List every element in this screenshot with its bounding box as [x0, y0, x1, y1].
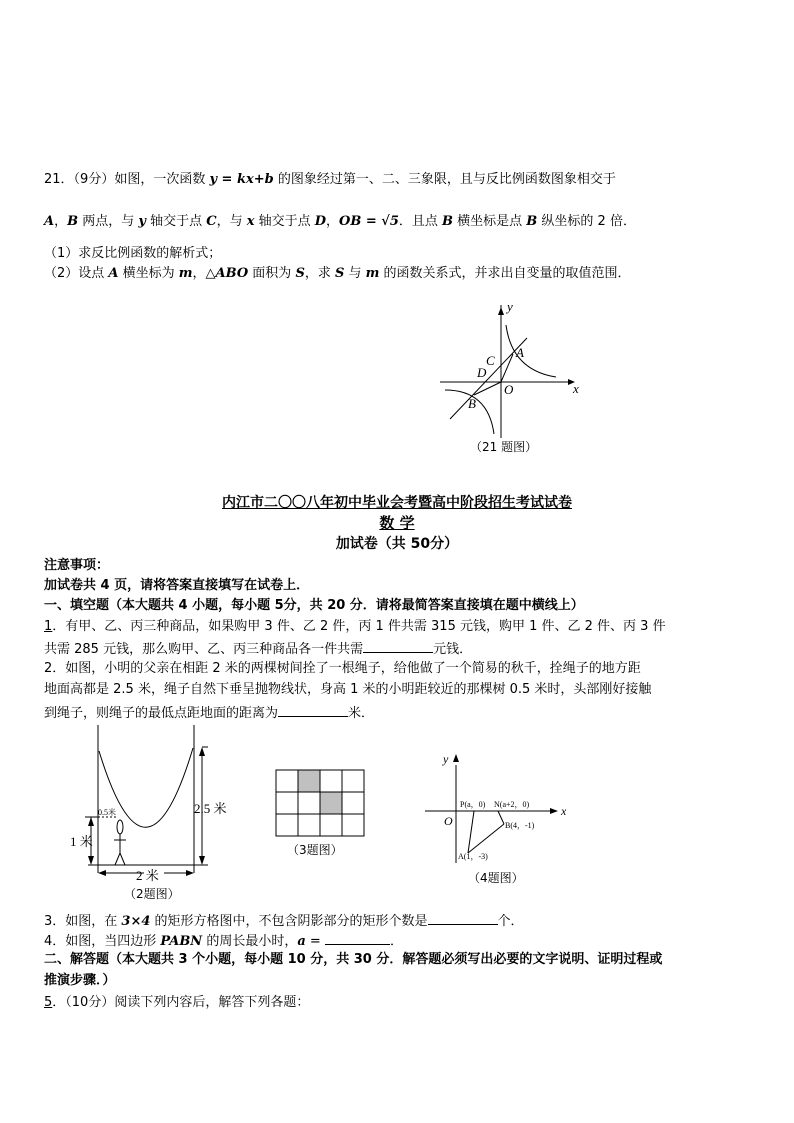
figure-21-caption: （21 题图） — [470, 440, 538, 454]
q21-text: 面积为 — [248, 266, 296, 281]
shaded-cell — [298, 770, 320, 792]
arrow-left-icon — [98, 870, 106, 876]
label-A: A — [516, 345, 524, 360]
section2-line2: 推演步骤．） — [44, 973, 116, 988]
figure-3-caption: （3题图） — [287, 843, 343, 857]
q21-text: ．且点 — [398, 214, 443, 229]
figure-2-caption: （2题图） — [124, 887, 180, 901]
q3-answer-blank[interactable] — [428, 910, 498, 925]
q1-text: 元钱． — [433, 642, 473, 657]
label-x: x — [573, 381, 579, 396]
math-x: x — [246, 214, 255, 229]
label-05m: 0.5米 — [98, 808, 116, 817]
q21-text: 的函数关系式，并求出自变量的取值范围． — [379, 266, 631, 281]
math-A: A — [44, 214, 55, 229]
q21-text: （2）设点 — [44, 266, 109, 281]
linear-function-eq: y = kx+b — [209, 172, 274, 187]
q21-text: 的图象经过第一、二、三象限，且与反比例函数图象相交于 — [273, 172, 616, 187]
label-25m: 2.5 米 — [194, 801, 227, 816]
q21-text: 横坐标是点 — [453, 214, 527, 229]
label-O: O — [444, 814, 453, 828]
math-OB-sqrt5: OB = √5 — [339, 214, 399, 229]
label-x: x — [561, 804, 567, 818]
exam-subject: 数 学 — [379, 514, 415, 532]
math-S: S — [295, 266, 305, 281]
label-B: B — [468, 396, 476, 411]
q5-line — [44, 994, 309, 1012]
math-y: y — [138, 214, 146, 229]
arrow-up-icon — [88, 817, 94, 826]
q2-line2: 地面高都是 2.5 米，绳子自然下垂呈抛物线状，身高 1 米的小明距较近的那棵树 0.5 米时，头部刚好接触 — [44, 682, 652, 697]
q21-text: 与 — [344, 266, 366, 281]
label-2m: 2 米 — [136, 868, 159, 883]
section2-line1: 二、解答题（本大题共 3 个小题，每小题 10 分，共 30 分．解答题必须写出必要的文字说明、证明过程或 — [44, 952, 663, 967]
q5-number: 5 — [44, 995, 53, 1010]
label-y: y — [443, 752, 449, 766]
math-PABN: PABN — [160, 934, 203, 949]
q4-answer-blank[interactable] — [325, 930, 390, 945]
exam-title: 内江市二〇〇八年初中毕业会考暨高中阶段招生考试试卷 — [222, 495, 572, 511]
math-B: B — [526, 214, 538, 229]
q1-text: 共需 285 元钱，那么购甲、乙、丙三种商品各一件共需 — [44, 642, 364, 657]
q21-text: 轴交于点 — [254, 214, 315, 229]
q1-line2 — [44, 638, 472, 659]
q21-text: ，△ — [192, 266, 216, 281]
q1-line1 — [44, 618, 666, 636]
q21-text: 纵坐标的 2 倍． — [537, 214, 636, 229]
q21-text: ，求 — [304, 266, 335, 281]
arrow-down-icon — [88, 856, 94, 865]
segment-AB — [468, 824, 504, 853]
q21-sub1: （1）求反比例函数的解析式； — [44, 246, 222, 261]
label-D: D — [477, 365, 487, 380]
math-3x4: 3×4 — [121, 914, 151, 929]
label-y: y — [507, 299, 513, 314]
q4-text: 的周长最小时， — [202, 934, 298, 949]
math-S: S — [334, 266, 345, 281]
q5-text: ．（10分）阅读下列内容后，解答下列各题： — [52, 995, 310, 1010]
q1-text: ．有甲、乙、丙三种商品，如果购甲 3 件、乙 2 件，丙 1 件共需 315 元钱，购甲 1 件、乙 2 件、丙 3 件 — [52, 619, 666, 634]
q1-number: 1 — [44, 619, 53, 634]
hyperbola-branch-q1 — [506, 325, 556, 377]
grid-lines — [276, 770, 364, 836]
segment-OB — [474, 382, 501, 395]
figure-3-grid — [265, 760, 375, 860]
q21-line1 — [44, 171, 616, 189]
segment-BN — [498, 811, 504, 824]
math-C: C — [206, 214, 217, 229]
q2-answer-blank[interactable] — [278, 702, 348, 717]
arrow-up-icon — [199, 747, 205, 756]
figure-21-hyperbola-graph — [430, 295, 590, 460]
math-B: B — [67, 214, 79, 229]
q3-text: 的矩形方格图中，不包含阴影部分的矩形个数是 — [150, 914, 428, 929]
q4-text: ． — [389, 934, 403, 949]
math-m: m — [365, 266, 380, 281]
arrow-right-icon — [186, 870, 194, 876]
q3-text: 个． — [497, 914, 524, 929]
label-N: N(a+2，0) — [494, 800, 530, 809]
figure-4-caption: （4题图） — [468, 871, 524, 885]
section1-heading: 一、填空题（本大题共 4 小题，每小题 5分，共 20 分．请将最简答案直接填在题中横线上） — [44, 598, 584, 613]
y-axis-arrow-icon — [453, 754, 459, 762]
q21-text: ， — [54, 214, 68, 229]
q2-text: 米． — [348, 706, 375, 721]
q21-text: 21．（9分）如图，一次函数 — [44, 172, 210, 187]
figure-4-coordinate-graph — [420, 745, 580, 890]
q21-text: ，与 — [216, 214, 247, 229]
label-P: P(a，0) — [460, 800, 486, 809]
math-D: D — [314, 214, 327, 229]
q3-line — [44, 910, 524, 931]
figure-2-swing-diagram — [60, 720, 250, 905]
label-A: A(1，-3) — [458, 852, 488, 861]
label-1m: 1 米 — [70, 834, 93, 849]
segment-OA — [501, 354, 513, 382]
person-head — [117, 820, 123, 834]
q21-line2 — [44, 213, 636, 231]
q1-answer-blank[interactable] — [363, 638, 433, 653]
q4-line — [44, 930, 403, 951]
x-axis-arrow-icon — [550, 808, 558, 814]
q2-line1: 2．如图，小明的父亲在相距 2 米的两棵树间拴了一根绳子，给他做了一个简易的秋千，拴绳子的地方距 — [44, 661, 641, 676]
segment-PA — [468, 811, 474, 853]
q4-text: 4．如图，当四边形 — [44, 934, 161, 949]
notes-heading: 注意事项： — [44, 558, 110, 573]
q21-text: 两点，与 — [78, 214, 139, 229]
math-ABO: ABO — [215, 266, 249, 281]
exam-paper: 加试卷（共 50分） — [335, 536, 459, 552]
math-A: A — [108, 266, 119, 281]
q21-sub2 — [44, 265, 631, 283]
q21-text: ， — [326, 214, 340, 229]
q4-text: = — [305, 934, 325, 949]
math-a: a — [297, 934, 306, 949]
q21-text: 轴交于点 — [145, 214, 207, 229]
label-B: B(4，-1) — [505, 821, 535, 830]
label-C: C — [486, 353, 495, 368]
q3-text: 3．如图，在 — [44, 914, 122, 929]
q21-text: 横坐标为 — [118, 266, 179, 281]
arrow-down-icon — [199, 856, 205, 865]
person-leg-left — [115, 853, 120, 865]
shaded-cell — [320, 792, 342, 814]
q2-text: 到绳子，则绳子的最低点距地面的距离为 — [44, 706, 279, 721]
notes-line: 加试卷共 4 页，请将答案直接填写在试卷上． — [44, 578, 310, 593]
label-O: O — [504, 382, 514, 397]
math-m: m — [178, 266, 193, 281]
person-leg-right — [120, 853, 125, 865]
math-B: B — [442, 214, 454, 229]
y-axis-arrow-icon — [498, 307, 504, 315]
